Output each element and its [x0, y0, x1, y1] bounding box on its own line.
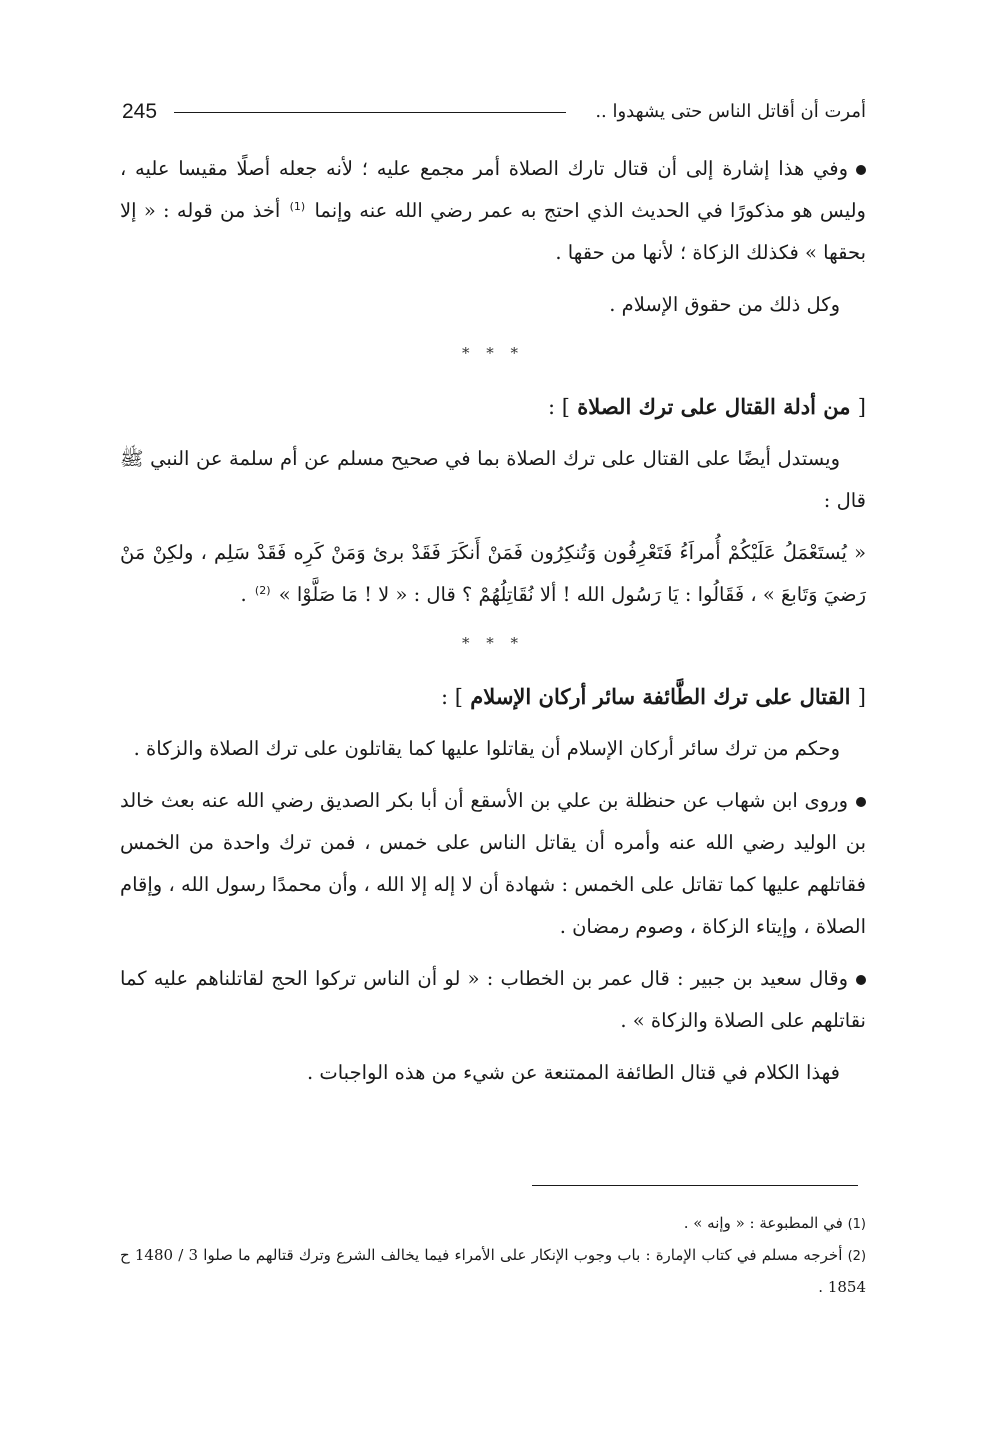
section-heading-1: [ من أدلة القتال على ترك الصلاة ] :: [548, 394, 866, 419]
bullet-icon: [856, 797, 866, 807]
bullet-icon: [856, 165, 866, 175]
page-number: 245: [122, 100, 158, 123]
footnote-ref-2[interactable]: (2): [254, 583, 271, 597]
bullet-icon: [856, 975, 866, 985]
footnote-number: (2): [847, 1249, 867, 1264]
paragraph-7: فهذا الكلام في قتال الطائفة الممتنعة عن شيء من هذه الواجبات .: [306, 1061, 840, 1084]
paragraph-4: وحكم من ترك سائر أركان الإسلام أن يقاتلوا عليها كما يقاتلون على ترك الصلاة والزكاة .: [133, 737, 840, 760]
footnote-text: في المطبوعة : « وإنه » .: [683, 1214, 843, 1232]
footnote-rule: [532, 1185, 858, 1186]
paragraph-5: وروى ابن شهاب عن حنظلة بن علي بن الأسقع أن أبا بكر الصديق رضي الله عنه بعث خالد بن الوليد رضي الله عنه وأمره أن يقاتل الناس على خمس ، فمن ترك واحدة من الخمس فقاتلهم عليها كما تقاتل على الخمس : شهادة أن لا إله إلا الله ، وأن محمدًا رسول الله ، وإقام الصلاة ، وإيتاء الزكاة ، وصوم رمضان .: [120, 789, 866, 938]
footnote-number: (1): [847, 1217, 866, 1232]
paragraph-2: وكل ذلك من حقوق الإسلام .: [609, 293, 840, 316]
running-title: أمرت أن أقاتل الناس حتى يشهدوا ..: [595, 101, 866, 122]
running-header: [122, 98, 866, 130]
header-rule: [174, 112, 566, 113]
section-heading-2: [ القتال على ترك الطَّائفة سائر أركان الإسلام ] :: [441, 684, 866, 709]
footnote-1: [120, 1208, 866, 1240]
footnotes: [120, 1208, 866, 1302]
paragraph-1: وفي هذا إشارة إلى أن قتال تارك الصلاة أمر مجمع عليه ؛ لأنه جعله أصلًا مقيسا عليه ، وليس هو مذكورًا في الحديث الذي احتج به عمر رضي الله عنه وإنما $^{(1)}$ أخذ من قوله : « إلا بحقها » فكذلك الزكاة ؛ لأنها من حقها .: [120, 157, 866, 264]
section-separator-1: * * *: [461, 344, 525, 362]
section-separator-2: * * *: [461, 634, 525, 652]
main-text: [120, 148, 866, 1104]
paragraph-3: ويستدل أيضًا على القتال على ترك الصلاة بما في صحيح مسلم عن أم سلمة عن النبي ﷺ قال :: [120, 447, 866, 512]
hadith-quote: « يُستَعْمَلُ عَلَيْكُمْ أُمراَءُ فَتَعْرِفُون وَتُنكِرُون فَمَنْ أَنكَرَ فَقَدْ برئ وَمَنْ كَرِه فَقَدْ سَلِم ، ولكِنْ مَنْ رَضيَ وَتَابعَ » ، فَقَالُوا : يَا رَسُول الله ! ألا نُقَاتِلُهُمْ ؟ قال : « لا ! مَا صَلَّوْا » $^{(2)}$ .: [120, 541, 866, 606]
footnote-2: [120, 1240, 866, 1302]
footnote-ref-1[interactable]: (1): [289, 199, 306, 213]
footnote-text: أخرجه مسلم في كتاب الإمارة : باب وجوب الإنكار على الأمراء فيما يخالف الشرع وترك قتالهم ما صلوا 3 / 1480 ح 1854 .: [120, 1246, 866, 1296]
paragraph-6: وقال سعيد بن جبير : قال عمر بن الخطاب : « لو أن الناس تركوا الحج لقاتلناهم عليه كما نقاتلهم على الصلاة والزكاة » .: [120, 967, 866, 1032]
